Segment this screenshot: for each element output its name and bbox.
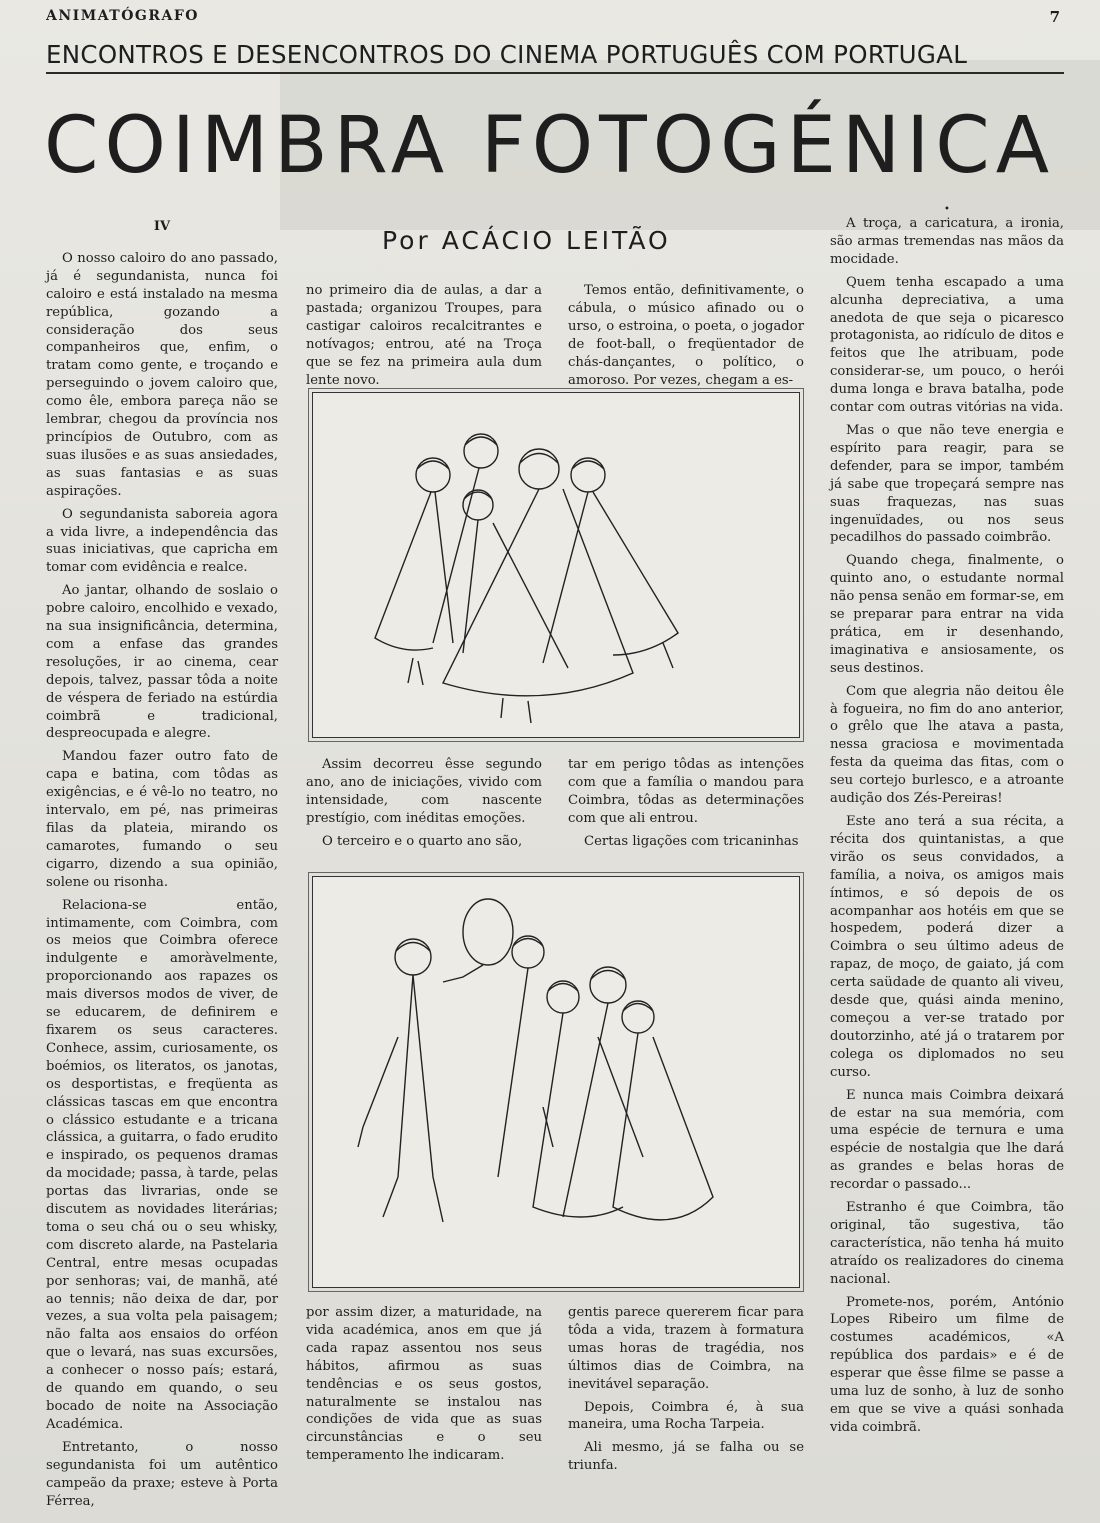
paragraph: Com que alegria não deitou êle à fogueira, no fim do ano anterior, o grêlo que lhe atava a pasta, nessa graciosa e movimentada festa da queima das fitas, com o seu cortejo burlesco, e a atroante audição dos Zés-Pereiras! <box>830 683 1064 807</box>
paragraph: E nunca mais Coimbra deixará de estar na sua memória, com uma espécie de ternura e uma espécie de nostalgia que lhe dará as grandes e belas horas de recordar o passado... <box>830 1087 1064 1193</box>
paragraph: Entretanto, o nosso segundanista foi um autêntico campeão da praxe; esteve à Porta Férrea, <box>46 1439 278 1509</box>
column-1 <box>46 218 278 1515</box>
paragraph: Relaciona-se então, intimamente, com Coimbra, com os meios que Coimbra oferece indulgente e amoràvelmente, proporcionando aos rapazes os mais diversos modos de viver, de se educarem, de definirem e fixarem os seus caracteres. Conhece, assim, curiosamente, os boémios, os literatos, os janotas, os desportistas, e freqüenta as clássicas tascas em que encontra o clássico estudante e a tricana clássica, a guitarra, o fado erudito e inspirado, os pequenos dramas da mocidade; passa, à tarde, pelas portas das livrarias, onde se discutem as novidades literárias; toma o seu chá ou o seu whisky, com discreto alarde, na Pastelaria Central, entre mesas ocupadas por senhoras; vai, de manhã, até ao tennis; não deixa de dar, por vezes, a sua volta pela paisagem; não falta aos ensaios do orféon que o levará, nas suas excursões, a conhecer o nosso país; estará, de quando em quando, o seu bocado de noite na Associação Académica. <box>46 897 278 1432</box>
paragraph: Mas o que não teve energia e espírito para reagir, para se defender, para se impor, também já sabe que tropeçará sempre nas suas fraquezas, nas suas ingenuïdades, ou nos seus pecadilhos do passado coimbrão. <box>830 422 1064 546</box>
masthead <box>46 6 1060 28</box>
paragraph: Ao jantar, olhando de soslaio o pobre caloiro, encolhido e vexado, na sua insignificância, determina, com a enfase das grandes resoluções, ir ao cinema, cear depois, talvez, passar tôda a noite de véspera de feriado na estúrdia coimbrã e tradicional, despreocupada e alegre. <box>46 583 278 742</box>
header-rule <box>46 72 1064 74</box>
paragraph: Depois, Coimbra é, à sua maneira, uma Rocha Tarpeia. <box>568 1399 804 1433</box>
paragraph: Quem tenha escapado a uma alcunha depreciativa, a uma anedota de que seja o picaresco protagonista, ao ridículo de ditos e feitos que lhe atribuam, pode considerar-se, um pouco, o herói duma longa e brava batalha, pode contar com outras vitórias na vida. <box>830 274 1064 416</box>
paragraph: A troça, a caricatura, a ironia, são armas tremendas nas mãos da mocidade. <box>830 216 1064 267</box>
column-2-bottom <box>306 1304 542 1470</box>
illustration-students-with-balloon <box>312 876 800 1288</box>
section-number: IV <box>153 219 171 234</box>
paragraph: Estranho é que Coimbra, tão original, tão sugestiva, tão característica, não tenha há muito atraído os realizadores do cinema nacional. <box>830 1200 1064 1287</box>
column-4 <box>830 205 1064 1442</box>
paragraph: gentis parece quererem ficar para tôda a vida, trazem à formatura umas horas de tragédia, nos últimos dias de Coimbra, na inevitável separação. <box>568 1305 804 1392</box>
article-title: COIMBRA FOTOGÉNICA <box>44 101 1056 191</box>
paragraph: Ali mesmo, já se falha ou se triunfa. <box>568 1440 804 1474</box>
paragraph: tar em perigo tôdas as intenções com que a família o mandou para Coimbra, tôdas as determinações com que ali entrou. <box>568 757 804 826</box>
series-title: ENCONTROS E DESENCONTROS DO CINEMA PORTUGUÊS COM PORTUGAL <box>46 40 968 69</box>
page-number: 7 <box>1049 8 1060 26</box>
paragraph: O nosso caloiro do ano passado, já é segundanista, nunca foi caloiro e está instalado na mesma república, gozando a consideração dos seus companheiros que, enfim, o tratam como gente, e troçando e perseguindo o jovem caloiro que, como êle, embora pareça não se lembrar, chegou da província nos princípios de Outubro, com as suas ilusões e as suas ansiedades, as suas fantasias e as suas aspirações. <box>46 250 278 499</box>
paragraph: Este ano terá a sua récita, a récita dos quintanistas, a que virão os seus convidados, a família, a noiva, os amigos mais íntimos, e só depois de os acompanhar aos hotéis em que se hospedem, poderá dizer a Coimbra o seu último adeus de rapaz, de moço, de gaiato, já com certa saüdade de quanto ali viveu, desde que, quási ainda menino, começou a ver-se tratado por doutorzinho, até já o tratarem por colega os diplomados no seu curso. <box>830 814 1064 1080</box>
caricature-drawing <box>313 877 799 1287</box>
column-3-bottom <box>568 1304 804 1480</box>
paragraph: Promete-nos, porém, António Lopes Ribeiro um filme de costumes académicos, «A república dos pardais» e é de esperar que êsse filme se passe a uma luz de sonho, à luz de sonho em que se vive a quási sonhada vida coimbrã. <box>830 1294 1064 1435</box>
paragraph: no primeiro dia de aulas, a dar a pastada; organizou Troupes, para castigar caloiros recalcitrantes e notívagos; entrou, até na Troça que se fez na primeira aula dum lente novo. <box>306 283 542 388</box>
paragraph: Certas ligações com tricaninhas <box>584 833 799 849</box>
paragraph: O terceiro e o quarto ano são, <box>322 833 523 849</box>
illustration-students-in-capes <box>312 392 800 738</box>
paragraph: por assim dizer, a maturidade, na vida académica, anos em que já cada rapaz assentou nos seus hábitos, afirmou as suas tendências e os seus gostos, naturalmente se instalou nas condições de vida que as suas circunstâncias e o seu temperamento lhe indicaram. <box>306 1305 542 1464</box>
paragraph: O segundanista saboreia agora a vida livre, a independência das suas iniciativas, que capricha em tomar com evidência e realce. <box>46 506 278 576</box>
column-2-top <box>306 282 542 394</box>
paragraph: Temos então, definitivamente, o cábula, o músico afinado ou o urso, o estroina, o poeta, o jogador de foot-ball, o freqüentador de chás-dançantes, o político, o amoroso. Por vezes, chegam a es- <box>568 283 804 388</box>
paragraph: Mandou fazer outro fato de capa e batina, com tôdas as exigências, e é vê-lo no teatro, no intervalo, em pé, nas primeiras filas da plateia, mirando os camarotes, fumando o seu cigarro, dizendo a sua opinião, solene ou risonha. <box>46 749 278 890</box>
bullet-mark: • <box>944 204 950 215</box>
column-3-middle <box>568 756 804 856</box>
column-2-middle <box>306 756 542 856</box>
byline: Por ACÁCIO LEITÃO <box>382 226 671 255</box>
paragraph: Assim decorreu êsse segundo ano, ano de iniciações, vivido com intensidade, com nascente prestígio, com inéditas emoções. <box>306 757 542 826</box>
paragraph: Quando chega, finalmente, o quinto ano, o estudante normal não pensa senão em formar-se, em se preparar para entrar na vida prática, em ir desenhando, imaginativa e ansiosamente, os seus destinos. <box>830 553 1064 676</box>
magazine-name: ANIMATÓGRAFO <box>46 8 200 24</box>
caricature-drawing <box>313 393 799 737</box>
column-3-top <box>568 282 804 394</box>
